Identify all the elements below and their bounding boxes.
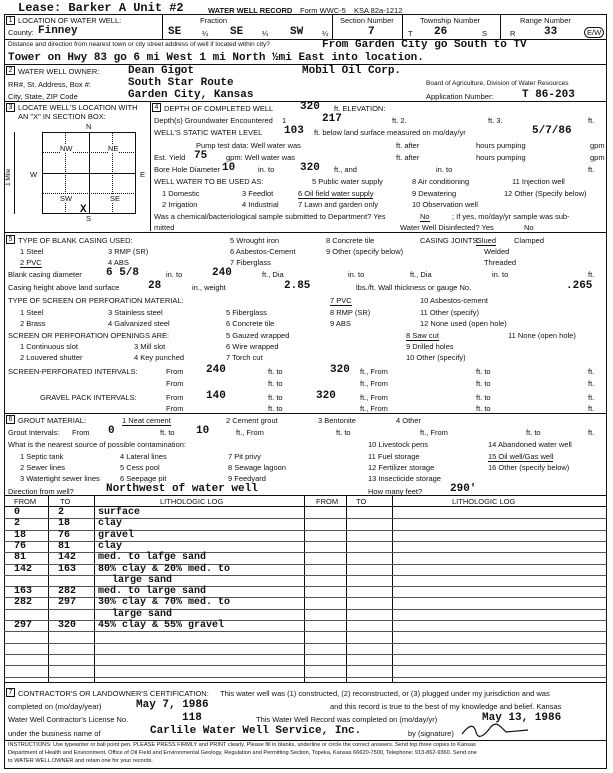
yield-hours: hours pumping bbox=[476, 153, 526, 162]
weight-value: 2.85 bbox=[284, 280, 311, 292]
log-description: 80% clay & 20% med. to bbox=[98, 563, 231, 575]
log-from: 282 bbox=[14, 597, 33, 609]
grout-ft-to: ft. to bbox=[336, 428, 351, 437]
bore-to: 320 bbox=[300, 162, 320, 174]
casing-2-selected: 2 PVC bbox=[20, 258, 42, 267]
casing-3: 3 RMP (SR) bbox=[108, 247, 149, 256]
opening-2: 2 Louvered shutter bbox=[20, 353, 83, 362]
application-label: Application Number: bbox=[426, 92, 494, 101]
ksa-ref: KSA 82a-1212 bbox=[354, 6, 403, 15]
log-to: 18 bbox=[58, 518, 71, 530]
completed-date: May 7, 1986 bbox=[136, 699, 209, 711]
gravel-to: 320 bbox=[316, 390, 336, 402]
casing-4: 4 ABS bbox=[108, 258, 129, 267]
chem-no: No bbox=[420, 212, 430, 221]
section-1-number: 1 bbox=[6, 16, 15, 25]
grout-to: 10 bbox=[196, 425, 210, 437]
fraction-label: Fraction bbox=[200, 16, 228, 25]
grout-4: 4 Other bbox=[396, 416, 422, 425]
disinfected-no: No bbox=[524, 223, 534, 232]
completed-label: completed on (mo/day/year) bbox=[8, 702, 102, 711]
use-3: 3 Feedlot bbox=[242, 189, 274, 198]
openings-label: SCREEN OR PERFORATION OPENINGS ARE: bbox=[8, 331, 170, 340]
perf-from-label: From bbox=[166, 367, 184, 376]
direction-label: Direction from well? bbox=[8, 487, 74, 496]
gravel-ft-to-2: ft. to bbox=[476, 404, 491, 413]
height-label: Casing height above land surface bbox=[8, 283, 120, 292]
contam-11: 11 Fuel storage bbox=[368, 452, 420, 461]
section-7-number: 7 bbox=[6, 688, 15, 697]
log-description: surface bbox=[98, 507, 141, 518]
perf-ft-from-2: ft., From bbox=[360, 379, 388, 388]
log-to: 2 bbox=[58, 507, 65, 518]
log-description: large sand bbox=[112, 608, 173, 620]
application-number: T 86-203 bbox=[522, 89, 575, 101]
signature-mark bbox=[460, 722, 530, 738]
pump-hours: hours pumping bbox=[476, 141, 526, 150]
log-description: clay bbox=[98, 518, 123, 530]
fraction-2: SE bbox=[230, 26, 244, 38]
bore-in-to: in. to bbox=[258, 165, 275, 174]
log-description: clay bbox=[98, 540, 123, 552]
contam-2: 2 Sewer lines bbox=[20, 463, 66, 472]
owner-company: Mobil Oil Corp. bbox=[302, 65, 402, 77]
groundwater-1: 1 bbox=[282, 116, 287, 125]
use-7: 7 Lawn and garden only bbox=[298, 200, 379, 209]
perf-ft-from: ft., From bbox=[360, 367, 388, 376]
section-4-number: 4 bbox=[152, 103, 161, 112]
yield-label: Est. Yield bbox=[154, 153, 186, 162]
compass-w: W bbox=[30, 170, 38, 179]
log-to: 282 bbox=[58, 586, 77, 598]
lease-title: Lease: Barker A Unit #2 bbox=[18, 1, 184, 15]
use-label: WELL WATER TO BE USED AS: bbox=[154, 177, 264, 186]
contam-13: 13 Insecticide storage bbox=[368, 474, 441, 483]
contam-12: 12 Fertilizer storage bbox=[368, 463, 435, 472]
screen-10: 10 Asbestos-cement bbox=[420, 296, 488, 305]
diameter-in-to-2: in. to bbox=[348, 270, 365, 279]
fraction-3: SW bbox=[290, 26, 304, 38]
board-label: Board of Agriculture, Division of Water Resources bbox=[426, 80, 569, 87]
casing-5: 5 Wrought iron bbox=[230, 236, 280, 245]
log-header-lith: LITHOLOGIC LOG bbox=[160, 497, 224, 506]
fraction-1: SE bbox=[168, 26, 182, 38]
perf-ft-to-2: ft. to bbox=[476, 379, 491, 388]
well-location-mark: X bbox=[80, 204, 87, 216]
casing-1: 1 Steel bbox=[20, 247, 44, 256]
quarter-1: ¼ bbox=[202, 29, 209, 38]
owner-name: Dean Gigot bbox=[128, 65, 195, 77]
chem-mitted: mitted bbox=[154, 223, 175, 232]
groundwater-value: 217 bbox=[322, 113, 342, 125]
perf-label: SCREEN-PERFORATED INTERVALS: bbox=[8, 367, 138, 376]
range-label: Range Number bbox=[520, 16, 571, 25]
license-label: Water Well Contractor's License No. bbox=[8, 715, 129, 724]
quad-nw: NW bbox=[60, 144, 73, 153]
height-value: 28 bbox=[148, 280, 162, 292]
contam-10: 10 Livestock pens bbox=[368, 440, 429, 449]
use-1: 1 Domestic bbox=[162, 189, 200, 198]
casing-8: 8 Concrete tile bbox=[326, 236, 375, 245]
diameter-dia: ft., Dia bbox=[262, 270, 284, 279]
bore-value: 10 bbox=[222, 162, 236, 174]
gravel-ft-from-2: ft., From bbox=[360, 404, 388, 413]
city-value: Garden City, Kansas bbox=[128, 89, 254, 101]
screen-11: 11 Other (specify) bbox=[420, 308, 480, 317]
yield-value: 75 bbox=[194, 150, 208, 162]
cert-label: CONTRACTOR'S OR LANDOWNER'S CERTIFICATION: bbox=[18, 689, 209, 698]
range-r: R bbox=[510, 29, 516, 38]
disinfected-label: Water Well Disinfected? Yes bbox=[400, 223, 494, 232]
owner-label: WATER WELL OWNER: bbox=[18, 67, 100, 76]
log-header-lith-2: LITHOLOGIC LOG bbox=[452, 497, 516, 506]
gravel-label: GRAVEL PACK INTERVALS: bbox=[40, 393, 137, 402]
direction-value: Northwest of water well bbox=[106, 483, 258, 495]
log-header-to: TO bbox=[60, 497, 71, 506]
distance-label: Distance and direction from nearest town or city street address of well if located within city? bbox=[8, 41, 270, 48]
grout-3: 3 Bentonite bbox=[318, 416, 356, 425]
depth-label: DEPTH OF COMPLETED WELL bbox=[164, 104, 274, 113]
opening-9: 9 Drilled holes bbox=[406, 342, 454, 351]
casing-7: 7 Fiberglass bbox=[230, 258, 271, 267]
groundwater-2: ft. 2. bbox=[392, 116, 407, 125]
screen-7-selected: 7 PVC bbox=[330, 296, 352, 305]
log-header-from-2: FROM bbox=[316, 497, 339, 506]
quarter-2: ¼ bbox=[262, 29, 269, 38]
contam-7: 7 Pit privy bbox=[228, 452, 261, 461]
contam-15-selected: 15 Oil well/Gas well bbox=[488, 452, 554, 461]
log-header-from: FROM bbox=[14, 497, 37, 506]
use-11: 11 Injection well bbox=[512, 177, 565, 186]
grout-ft-from: ft., From bbox=[236, 428, 264, 437]
grout-intervals-label: Grout Intervals: bbox=[8, 428, 60, 437]
opening-6: 6 Wire wrapped bbox=[226, 342, 279, 351]
casing-label: TYPE OF BLANK CASING USED: bbox=[18, 236, 133, 245]
section-6-number: 6 bbox=[6, 415, 15, 424]
township-label: Township Number bbox=[420, 16, 481, 25]
joints-label: CASING JOINTS: bbox=[420, 236, 480, 245]
completed-rest: and this record is true to the best of my knowledge and belief. Kansas bbox=[330, 702, 562, 711]
signature-label: by (signature) bbox=[408, 729, 454, 738]
grout-1-selected: 1 Neat cement bbox=[122, 416, 171, 425]
compass-n: N bbox=[86, 122, 92, 131]
contam-14: 14 Abandoned water well bbox=[488, 440, 572, 449]
static-value: 103 bbox=[284, 125, 304, 137]
opening-1: 1 Continuous slot bbox=[20, 342, 78, 351]
use-2: 2 Irrigation bbox=[162, 200, 198, 209]
contam-1: 1 Septic tank bbox=[20, 452, 64, 461]
pump-label: Pump test data: Well water was bbox=[196, 141, 301, 150]
yield-gpm: gpm: Well water was bbox=[226, 153, 296, 162]
diameter-label: Blank casing diameter bbox=[8, 270, 82, 279]
gravel-from-label: From bbox=[166, 393, 184, 402]
height-weight: in., weight bbox=[192, 283, 226, 292]
contam-5: 5 Cess pool bbox=[120, 463, 160, 472]
grout-ft-to-2: ft. to bbox=[526, 428, 541, 437]
howmany-label: How many feet? bbox=[368, 487, 423, 496]
perf-to-label-2: ft. to bbox=[268, 379, 283, 388]
bore-ft: ft. bbox=[588, 165, 595, 174]
section-value: 7 bbox=[368, 26, 375, 38]
log-description: med. to large sand bbox=[98, 586, 207, 598]
opening-8-selected: 8 Saw cut bbox=[406, 331, 439, 340]
log-header-to-2: TO bbox=[356, 497, 367, 506]
locate-label: LOCATE WELL'S LOCATION WITH AN "X" IN SECTION BOX: bbox=[18, 103, 138, 121]
casing-9: 9 Other (specify below) bbox=[326, 247, 404, 256]
instructions-2: Department of Health and Environment, Office of Oil Field and Environmental Geology, Regulation and Permitting Section, Topeka, Kansas 66620-7500, Telephone: 913-862-9360. Send one bbox=[8, 750, 477, 756]
gravel-ft-2: ft. bbox=[588, 404, 595, 413]
diameter-dia-2: ft., Dia bbox=[410, 270, 432, 279]
gravel-to-label: ft. to bbox=[268, 393, 283, 402]
range-value: 33 bbox=[544, 26, 558, 38]
casing-6: 6 Asbestos-Cement bbox=[230, 247, 296, 256]
screen-6: 6 Concrete tile bbox=[226, 319, 275, 328]
diameter-in-to-3: in. to bbox=[492, 270, 509, 279]
log-from: 2 bbox=[14, 518, 21, 530]
section-5-number: 5 bbox=[6, 235, 15, 244]
log-from: 142 bbox=[14, 563, 33, 575]
use-4: 4 Industrial bbox=[242, 200, 279, 209]
opening-10: 10 Other (specify) bbox=[406, 353, 466, 362]
joints-clamped: Clamped bbox=[514, 236, 545, 245]
grout-label: GROUT MATERIAL: bbox=[18, 416, 87, 425]
county-value: Finney bbox=[38, 25, 78, 37]
opening-7: 7 Torch cut bbox=[226, 353, 263, 362]
contam-8: 8 Sewage lagoon bbox=[228, 463, 286, 472]
weight-unit: lbs./ft. Wall thickness or gauge No. bbox=[356, 283, 472, 292]
gravel-ft-to: ft. to bbox=[476, 393, 491, 402]
static-desc: ft. below land surface measured on mo/day/yr bbox=[314, 128, 466, 137]
log-description: large sand bbox=[112, 574, 173, 586]
perf-to-label: ft. to bbox=[268, 367, 283, 376]
bore-label: Bore Hole Diameter bbox=[154, 165, 220, 174]
use-6-selected: 6 Oil field water supply bbox=[298, 189, 374, 198]
record-date: May 13, 1986 bbox=[482, 712, 562, 724]
location-label: LOCATION OF WATER WELL: bbox=[18, 16, 122, 25]
chem-label: Was a chemical/bacteriological sample submitted to Department? Yes bbox=[154, 212, 386, 221]
perf-to: 320 bbox=[330, 364, 350, 376]
quad-ne: NE bbox=[108, 144, 119, 153]
opening-4: 4 Key punched bbox=[134, 353, 185, 362]
perf-ft-to: ft. to bbox=[476, 367, 491, 376]
log-to: 81 bbox=[58, 540, 71, 552]
section-2-number: 2 bbox=[6, 66, 15, 75]
grout-ft: ft. bbox=[588, 428, 595, 437]
perf-ft: ft. bbox=[588, 367, 595, 376]
groundwater-ft: ft. bbox=[588, 116, 595, 125]
use-9: 9 Dewatering bbox=[412, 189, 457, 198]
contam-4: 4 Lateral lines bbox=[120, 452, 167, 461]
elevation-label: ft. ELEVATION: bbox=[334, 104, 386, 113]
form-title: WATER WELL RECORD bbox=[208, 6, 293, 15]
screen-5: 5 Fiberglass bbox=[226, 308, 267, 317]
use-5: 5 Public water supply bbox=[312, 177, 383, 186]
city-label: City, State, ZIP Code bbox=[8, 92, 78, 101]
section-label: Section Number bbox=[340, 16, 394, 25]
pump-gpm: gpm bbox=[590, 141, 605, 150]
screen-3: 3 Stainless steel bbox=[108, 308, 163, 317]
static-label: WELL'S STATIC WATER LEVEL bbox=[154, 128, 263, 137]
pump-after: ft. after bbox=[396, 141, 420, 150]
mile-label: 1 Mile bbox=[5, 168, 12, 186]
grout-from-label: From bbox=[72, 428, 90, 437]
perf-ft-2: ft. bbox=[588, 379, 595, 388]
perf-from: 240 bbox=[206, 364, 226, 376]
screen-4: 4 Galvanized steel bbox=[108, 319, 170, 328]
contam-3: 3 Watertight sewer lines bbox=[20, 474, 100, 483]
address-label: RR#, St. Address, Box #: bbox=[8, 80, 91, 89]
log-from: 18 bbox=[14, 529, 27, 541]
distance-line-1: From Garden City go South to TV bbox=[322, 39, 527, 51]
screen-8: 8 RMP (SR) bbox=[330, 308, 371, 317]
gravel-from: 140 bbox=[206, 390, 226, 402]
compass-e: E bbox=[140, 170, 146, 179]
township-value: 26 bbox=[434, 26, 448, 38]
log-description: 30% clay & 70% med. to bbox=[98, 597, 231, 609]
log-description: med. to lafge sand bbox=[98, 552, 207, 564]
distance-line-2: Tower on Hwy 83 go 6 mi West 1 mi North ½mi East into location. bbox=[8, 52, 424, 64]
log-description: gravel bbox=[98, 529, 135, 541]
business-label: under the business name of bbox=[8, 729, 101, 738]
contam-16: 16 Other (specify below) bbox=[488, 463, 570, 472]
form-number: Form WWC-5 bbox=[300, 6, 346, 15]
screen-2: 2 Brass bbox=[20, 319, 46, 328]
yield-after: ft. after bbox=[396, 153, 420, 162]
gauge-value: .265 bbox=[566, 280, 593, 292]
township-t: T bbox=[408, 29, 413, 38]
business-name: Carlile Water Well Service, Inc. bbox=[150, 725, 362, 737]
groundwater-label: Depth(s) Groundwater Encountered bbox=[154, 116, 273, 125]
county-label: County: bbox=[8, 28, 34, 37]
use-8: 8 Air conditioning bbox=[412, 177, 470, 186]
quarter-3: ¼ bbox=[322, 29, 329, 38]
joints-welded: Welded bbox=[484, 247, 510, 256]
grout-ft-from-2: ft., From bbox=[420, 428, 448, 437]
log-to: 142 bbox=[58, 552, 77, 564]
log-to: 76 bbox=[58, 529, 71, 541]
compass-s: S bbox=[86, 214, 92, 223]
license-value: 118 bbox=[182, 712, 202, 724]
township-s: S bbox=[482, 29, 488, 38]
opening-11: 11 None (open hole) bbox=[508, 331, 576, 340]
howmany-value: 290' bbox=[450, 483, 477, 495]
gravel-ft-from: ft., From bbox=[360, 393, 388, 402]
quad-se: SE bbox=[110, 194, 121, 203]
log-to: 297 bbox=[58, 597, 77, 609]
perf-from-label-2: From bbox=[166, 379, 184, 388]
diameter-ft: ft. bbox=[588, 270, 595, 279]
depth-value: 320 bbox=[300, 101, 320, 113]
contam-label: What is the nearest source of possible contamination: bbox=[8, 440, 187, 449]
use-10: 10 Observation well bbox=[412, 200, 478, 209]
yield-gpm-unit: gpm bbox=[590, 153, 605, 162]
log-to: 320 bbox=[58, 620, 77, 631]
instructions-1: INSTRUCTIONS: Use typewriter or ball point pen. PLEASE PRESS FIRMLY and PRINT clearly. Please fill in blanks, underline or circle the correct answers. Send top three copies to Kansas bbox=[8, 742, 476, 748]
screen-label: TYPE OF SCREEN OR PERFORATION MATERIAL: bbox=[8, 296, 184, 305]
log-from: 297 bbox=[14, 620, 33, 631]
gravel-from-label-2: From bbox=[166, 404, 184, 413]
grout-2: 2 Cement grout bbox=[226, 416, 278, 425]
bore-and: ft., and bbox=[334, 165, 357, 174]
gravel-to-label-2: ft. to bbox=[268, 404, 283, 413]
screen-1: 1 Steel bbox=[20, 308, 44, 317]
instructions-3: to WATER WELL OWNER and retain one for your records. bbox=[8, 758, 153, 764]
bore-in-to-2: in. to bbox=[436, 165, 453, 174]
log-to: 163 bbox=[58, 563, 77, 575]
joints-glued: Glued bbox=[476, 236, 497, 245]
diameter-in-to: in. to bbox=[166, 270, 183, 279]
log-from: 163 bbox=[14, 586, 33, 598]
diameter-to: 240 bbox=[212, 267, 232, 279]
joints-threaded: Threaded bbox=[484, 258, 517, 267]
section-3-number: 3 bbox=[6, 103, 15, 112]
screen-9: 9 ABS bbox=[330, 319, 351, 328]
address-value: South Star Route bbox=[128, 77, 234, 89]
record-label: This Water Well Record was completed on (mo/day/yr) bbox=[256, 715, 438, 724]
contam-6: 6 Seepage pit bbox=[120, 474, 167, 483]
log-description: 45% clay & 55% gravel bbox=[98, 620, 225, 631]
contam-9: 9 Feedyard bbox=[228, 474, 266, 483]
log-from: 76 bbox=[14, 540, 27, 552]
log-from: 81 bbox=[14, 552, 27, 564]
grout-to-label: ft. to bbox=[160, 428, 175, 437]
chem-if: ; If yes, mo/day/yr sample was sub- bbox=[452, 212, 570, 221]
gravel-ft: ft. bbox=[588, 393, 595, 402]
opening-3: 3 Mill slot bbox=[134, 342, 166, 351]
diameter-value: 6 5/8 bbox=[106, 267, 140, 279]
groundwater-3: ft. 3. bbox=[488, 116, 503, 125]
quad-sw: SW bbox=[60, 194, 73, 203]
grout-from: 0 bbox=[108, 425, 115, 437]
screen-12: 12 None used (open hole) bbox=[420, 319, 507, 328]
opening-5: 5 Gauzed wrapped bbox=[226, 331, 290, 340]
static-date: 5/7/86 bbox=[532, 125, 572, 137]
cert-text: This water well was (1) constructed, (2) reconstructed, or (3) plugged under my jurisdiction and was bbox=[220, 689, 550, 698]
log-from: 0 bbox=[14, 507, 21, 518]
use-12: 12 Other (Specify below) bbox=[504, 189, 587, 198]
range-ew: E/W bbox=[584, 28, 604, 37]
